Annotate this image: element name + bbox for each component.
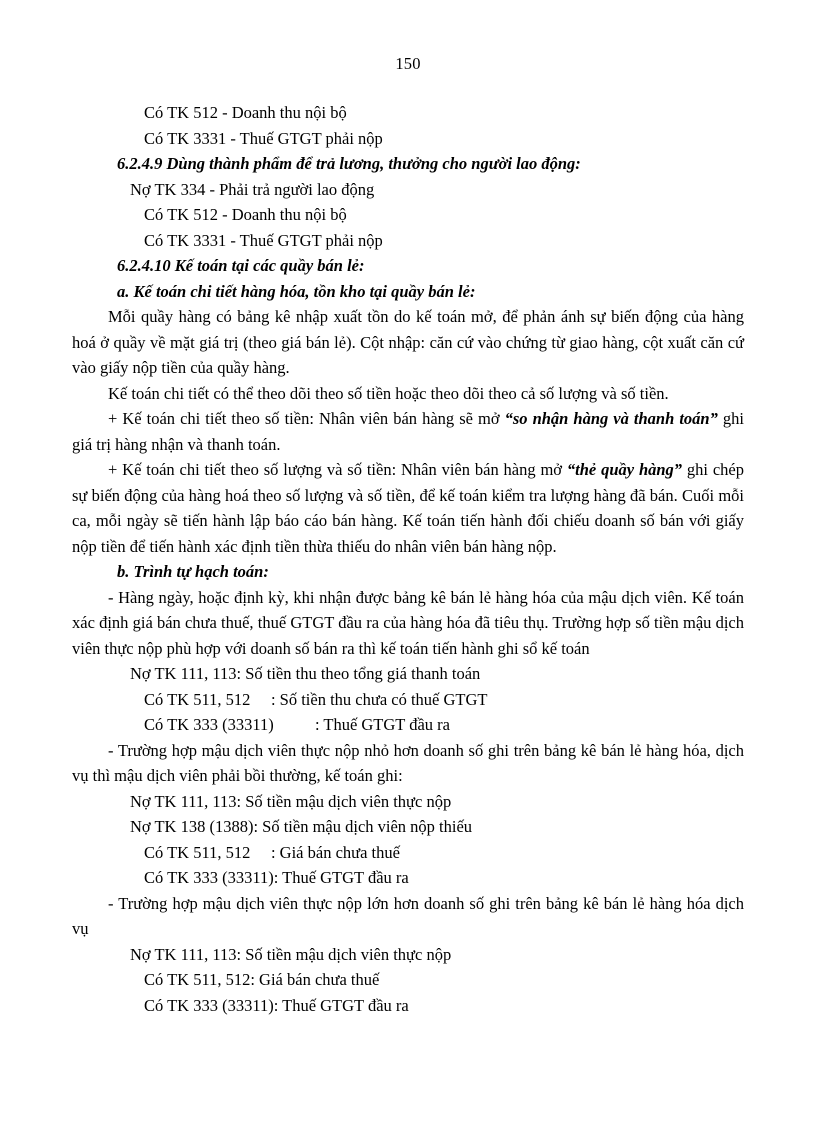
paragraph-by-amount-part1: + Kế toán chi tiết theo số tiền: Nhân viên bán hàng sẽ mở	[108, 409, 505, 428]
paragraph-by-quantity-amount	[72, 457, 744, 559]
paragraph-by-quantity-part1: + Kế toán chi tiết theo số lượng và số tiền: Nhân viên bán hàng mở	[108, 460, 567, 479]
entry-line-debit-111-113-b: Nợ TK 111, 113: Số tiền mậu dịch viên thực nộp	[130, 791, 452, 811]
entry-line-credit-333-a: Có TK 333 (33311) : Thuế GTGT đầu ra	[144, 715, 450, 734]
entry-line-debit-138: Nợ TK 138 (1388): Số tiền mậu dịch viên nộp thiếu	[130, 817, 473, 836]
entry-line-credit-511-512-a: Có TK 511, 512 : Số tiền thu chưa có thuế GTGT	[144, 689, 488, 709]
entry-line-credit-3331-a: Có TK 3331 - Thuế GTGT phải nộp	[144, 128, 383, 148]
paragraph-retail-detail-accounting: Mỗi quầy hàng có bảng kê nhập xuất tồn do kế toán mở, để phản ánh sự biến động của hàng hoá ở quầy về mặt giá trị (theo giá bán lẻ). Cột nhập: căn cứ vào chứng từ giao hàng, cột xuất căn cứ vào giấy nộp tiền của quầy hàng.	[72, 307, 744, 377]
paragraph-over-deposit: - Trường hợp mậu dịch viên thực nộp lớn hơn doanh số ghi trên bảng kê bán lẻ hàng hóa dịch vụ	[72, 893, 744, 938]
paragraph-by-amount	[72, 406, 744, 457]
entry-line-credit-333-c: Có TK 333 (33311): Thuế GTGT đầu ra	[144, 995, 409, 1015]
entry-line-debit-111-113-a: Nợ TK 111, 113: Số tiền thu theo tổng giá thanh toán	[130, 664, 481, 683]
paragraph-daily-procedure: - Hàng ngày, hoặc định kỳ, khi nhận được bảng kê bán lẻ hàng hóa của mậu dịch viên. Kế toán xác định giá bán chưa thuế, thuế GTGT đầu ra của hàng hóa đã tiêu thụ. Trường hợp số tiền mậu dịch viên thực nộp phù hợp với doanh số bán ra thì kế toán tiến hành ghi sổ kế toán	[72, 587, 744, 658]
paragraph-by-quantity-part2: ghi chép sự biến động của hàng hoá theo số lượng và số tiền, để kế toán kiểm tra lượng hàng đã bán. Cuối mỗi ca, mỗi ngày sẽ tiến hành lập báo cáo bán hàng. Kế toán tiến hành đối chiếu doanh số bán với giấy nộp tiền để tiến hành xác định tiền thừa thiếu do nhân viên bán hàng nộp.	[72, 460, 745, 556]
entry-line-debit-111-113-c: Nợ TK 111, 113: Số tiền mậu dịch viên thực nộp	[130, 944, 452, 964]
entry-line-credit-333-b: Có TK 333 (33311): Thuế GTGT đầu ra	[144, 868, 409, 887]
subsection-heading-b: b. Trình tự hạch toán:	[117, 562, 269, 581]
page-number: 150	[395, 54, 421, 73]
entry-line-credit-511-512-b: Có TK 511, 512 : Giá bán chưa thuế	[144, 842, 400, 862]
entry-line-credit-512-b: Có TK 512 - Doanh thu nội bộ	[144, 205, 347, 224]
paragraph-detail-tracking: Kế toán chi tiết có thể theo dõi theo số tiền hoặc theo dõi theo cả số lượng và số tiền.	[108, 383, 669, 403]
paragraph-by-quantity-quote: “thẻ quầy hàng”	[566, 460, 683, 479]
section-heading-6-2-4-9: 6.2.4.9 Dùng thành phẩm để trả lương, thưởng cho người lao động:	[117, 154, 581, 173]
entry-line-credit-512-a: Có TK 512 - Doanh thu nội bộ	[144, 103, 347, 122]
document-body	[72, 100, 744, 1018]
paragraph-by-amount-quote: “so nhận hàng và thanh toán”	[504, 409, 718, 428]
paragraph-by-amount-part2: ghi giá trị hàng nhận và thanh toán.	[72, 409, 744, 454]
entry-line-credit-511-512-c: Có TK 511, 512: Giá bán chưa thuế	[144, 970, 380, 989]
section-heading-6-2-4-10: 6.2.4.10 Kế toán tại các quầy bán lẻ:	[117, 256, 365, 275]
subsection-heading-a: a. Kế toán chi tiết hàng hóa, tồn kho tại quầy bán lẻ:	[117, 281, 476, 301]
entry-line-debit-334: Nợ TK 334 - Phải trả người lao động	[130, 179, 375, 199]
paragraph-under-deposit: - Trường hợp mậu dịch viên thực nộp nhỏ hơn doanh số ghi trên bảng kê bán lẻ hàng hóa, dịch vụ thì mậu dịch viên phải bồi thường, kế toán ghi:	[72, 740, 744, 785]
entry-line-credit-3331-b: Có TK 3331 - Thuế GTGT phải nộp	[144, 230, 383, 250]
